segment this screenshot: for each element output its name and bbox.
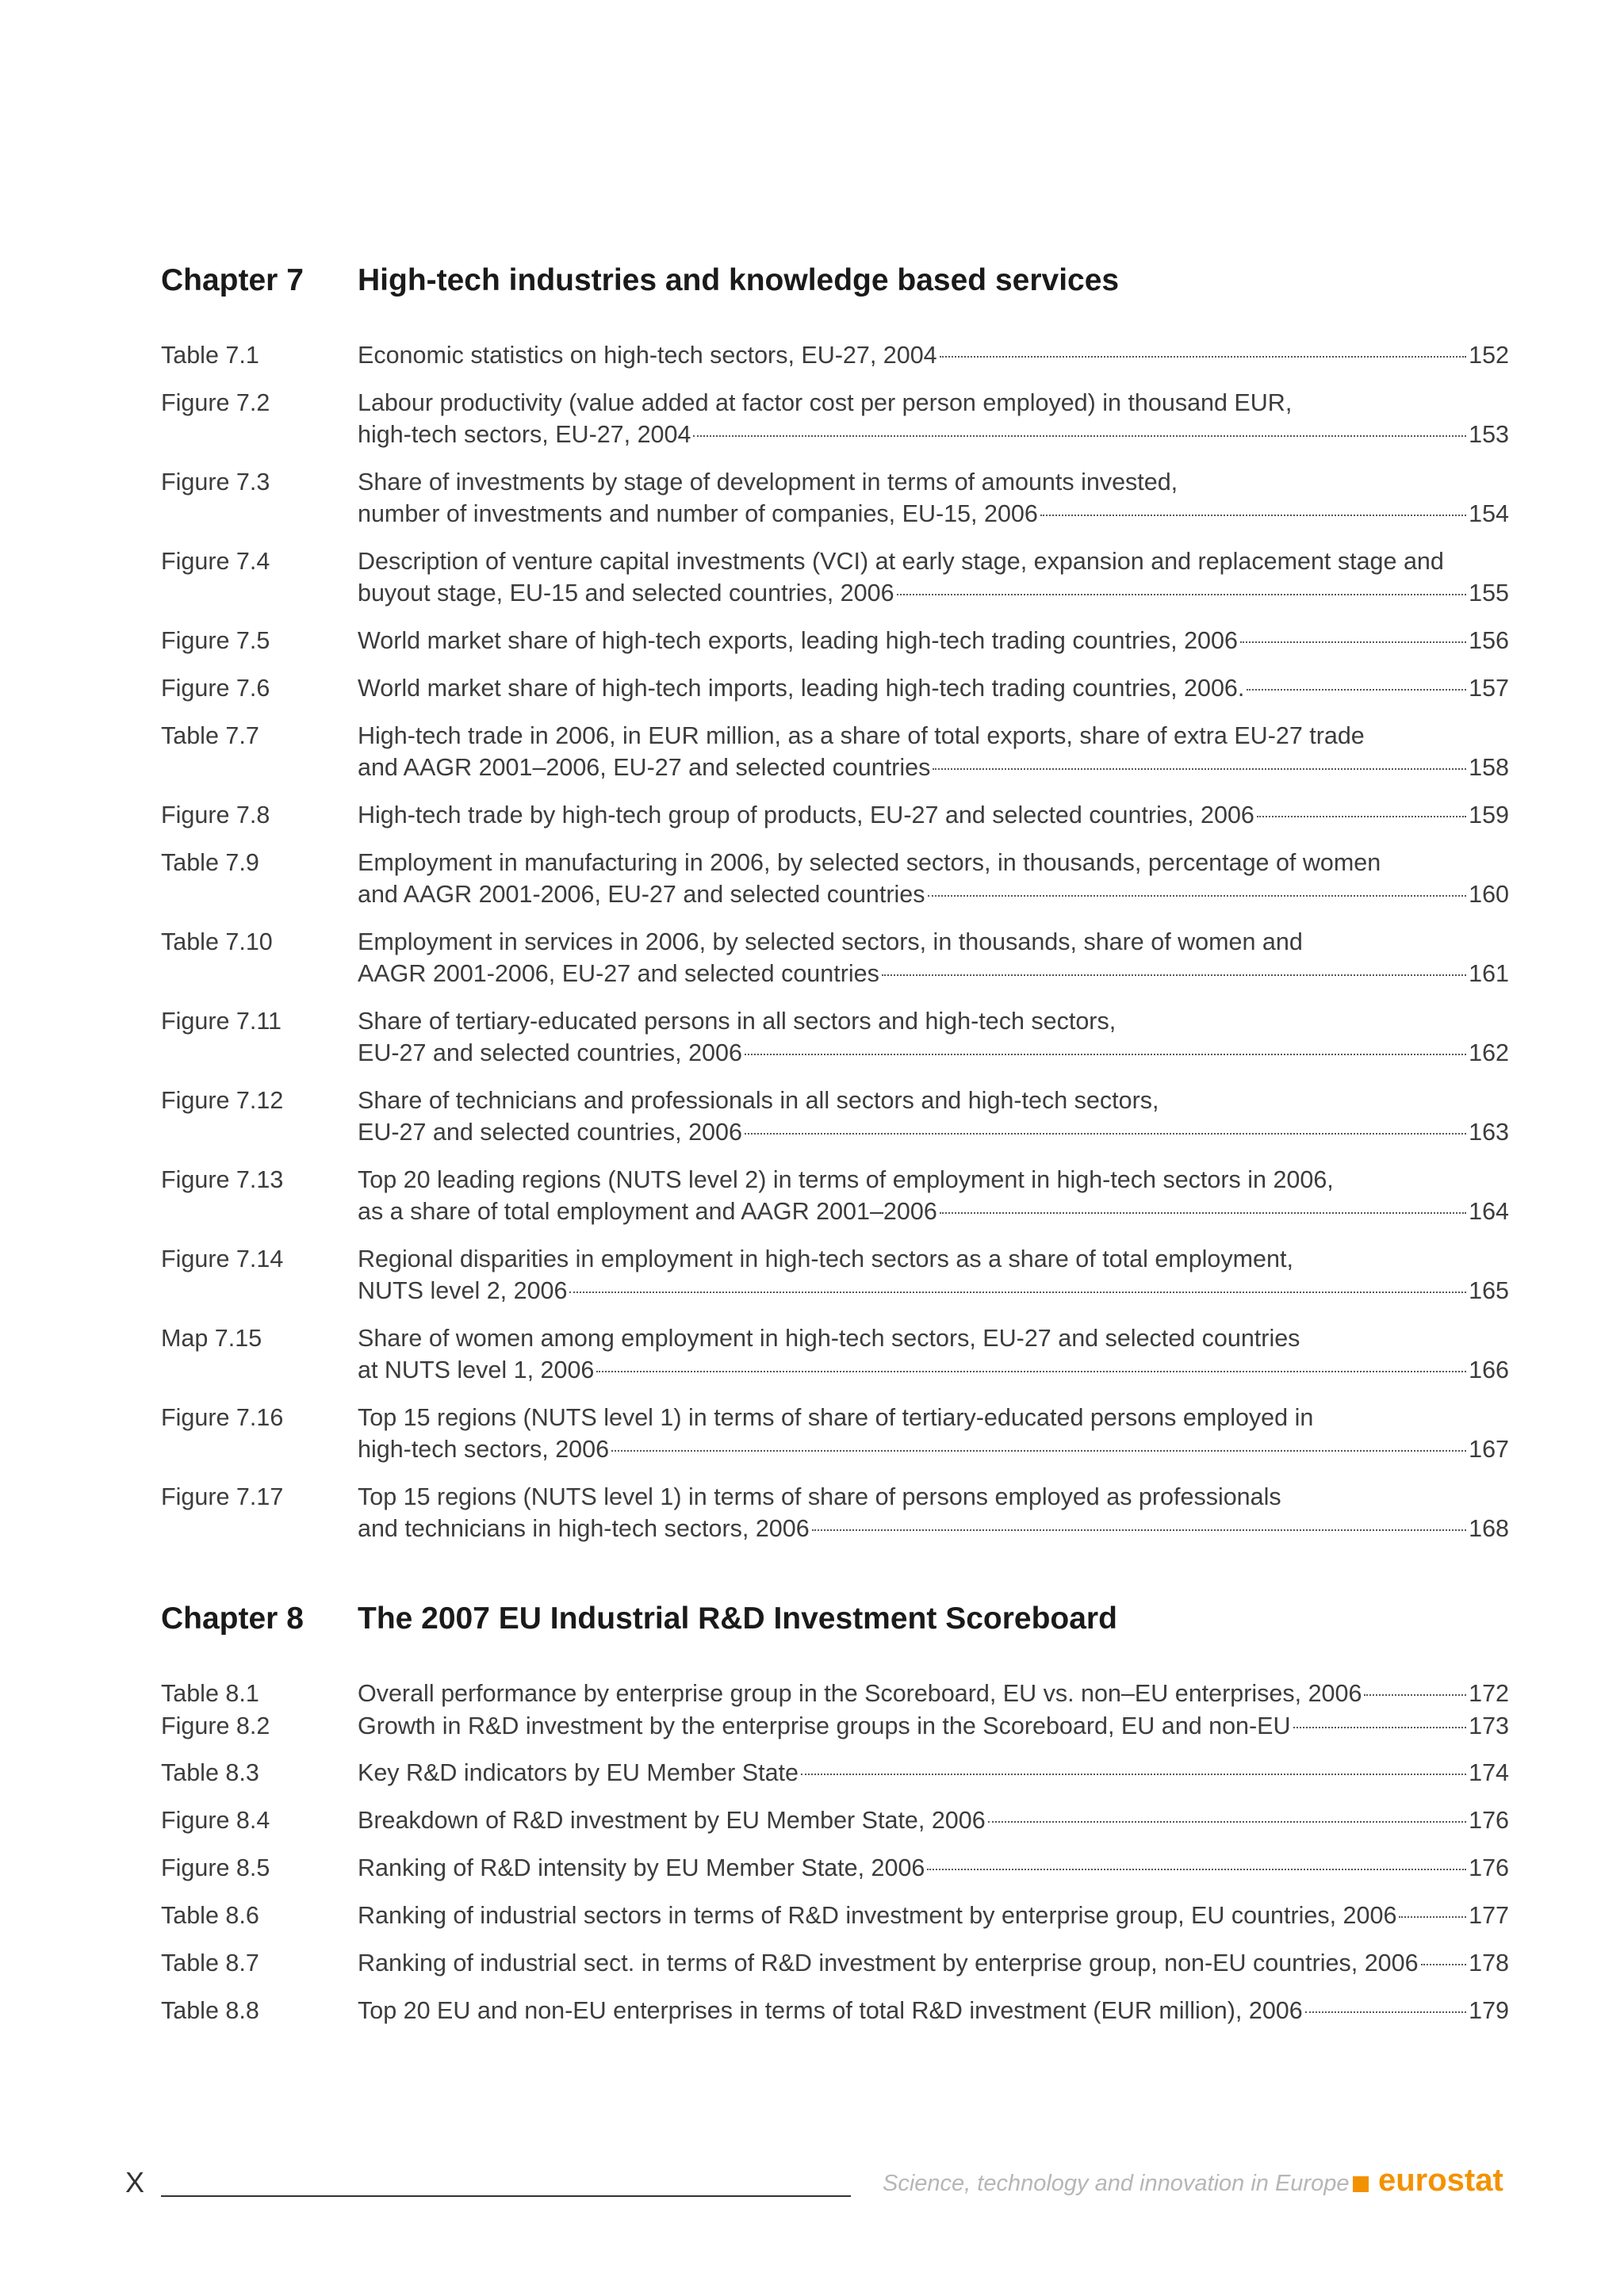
entry-title-line: Employment in manufacturing in 2006, by selected sectors, in thousands, percentage of women xyxy=(358,849,1381,876)
entry-title-line: high-tech sectors, EU-27, 2004 xyxy=(358,421,691,448)
page-ref: 173 xyxy=(1469,1712,1509,1739)
entry-label: Figure 7.17 xyxy=(161,1483,284,1510)
entry-title-line: number of investments and number of companies, EU-15, 2006 xyxy=(358,500,1038,527)
entry-title-line: buyout stage, EU-15 and selected countries, 2006 xyxy=(358,580,894,607)
page-ref: 174 xyxy=(1469,1759,1509,1786)
toc-entry xyxy=(161,1164,1509,1227)
entry-label: Table 8.7 xyxy=(161,1950,259,1976)
chapter-heading xyxy=(161,1601,1509,1649)
entry-title-line: at NUTS level 1, 2006 xyxy=(358,1357,595,1383)
entry-last-line xyxy=(358,752,1509,783)
entry-last-line xyxy=(358,498,1509,530)
dot-leader xyxy=(1240,641,1466,643)
entry-title-line: Share of tertiary-educated persons in all sectors and high-tech sectors, xyxy=(358,1008,1116,1035)
entry-body xyxy=(358,1322,1509,1386)
entry-body xyxy=(358,387,1509,450)
entry-title-line: Description of venture capital investments (VCI) at early stage, expansion and replacement stage and xyxy=(358,548,1444,575)
entry-body xyxy=(358,1804,1509,1836)
entry-body xyxy=(358,1757,1509,1789)
entry-label: Map 7.15 xyxy=(161,1325,262,1352)
entry-title-line: NUTS level 2, 2006 xyxy=(358,1277,568,1304)
entry-last-line xyxy=(358,1275,1509,1307)
dot-leader xyxy=(745,1133,1466,1135)
page-ref: 166 xyxy=(1469,1357,1509,1383)
entry-title-line: High-tech trade in 2006, in EUR million, as a share of total exports, share of extra EU-27 trade xyxy=(358,722,1365,749)
page-ref: 163 xyxy=(1469,1119,1509,1146)
entry-title-line: Share of investments by stage of development in terms of amounts invested, xyxy=(358,469,1178,496)
page-ref: 165 xyxy=(1469,1277,1509,1304)
toc-entry xyxy=(161,1678,1509,1709)
entry-body xyxy=(358,1710,1509,1742)
toc-entry xyxy=(161,466,1509,530)
toc-entry xyxy=(161,1243,1509,1307)
dot-leader xyxy=(569,1292,1466,1293)
page-ref: 178 xyxy=(1469,1950,1509,1976)
entry-title-line: Top 15 regions (NUTS level 1) in terms of share of persons employed as professionals xyxy=(358,1483,1281,1510)
dot-leader xyxy=(928,895,1467,897)
entry-body xyxy=(358,1900,1509,1931)
entry-last-line xyxy=(358,1852,1509,1884)
entry-title-line: AAGR 2001-2006, EU-27 and selected countries xyxy=(358,960,879,987)
entry-title-line: EU-27 and selected countries, 2006 xyxy=(358,1119,742,1146)
entry-title-line: and technicians in high-tech sectors, 2006 xyxy=(358,1515,810,1542)
dot-leader xyxy=(693,435,1466,437)
entry-label: Figure 7.4 xyxy=(161,548,270,575)
toc-entry xyxy=(161,847,1509,910)
entry-title-line: and AAGR 2001-2006, EU-27 and selected countries xyxy=(358,881,925,908)
dot-leader xyxy=(940,356,1466,358)
entry-title-line: World market share of high-tech imports, leading high-tech trading countries, 2006. xyxy=(358,675,1245,702)
entry-body xyxy=(358,926,1509,989)
entry-last-line xyxy=(358,1900,1509,1931)
entry-title-line: Top 20 leading regions (NUTS level 2) in terms of employment in high-tech sectors in 2006, xyxy=(358,1166,1334,1193)
entry-title-line: Labour productivity (value added at factor cost per person employed) in thousand EUR, xyxy=(358,389,1293,416)
page-ref: 168 xyxy=(1469,1515,1509,1542)
entry-last-line xyxy=(358,339,1509,371)
entry-last-line xyxy=(358,1196,1509,1227)
entry-title-line: Economic statistics on high-tech sectors, EU-27, 2004 xyxy=(358,342,937,369)
chapter-title: The 2007 EU Industrial R&D Investment Scoreboard xyxy=(358,1601,1117,1636)
entry-last-line xyxy=(358,1804,1509,1836)
page-ref: 176 xyxy=(1469,1854,1509,1881)
entry-body xyxy=(358,1164,1509,1227)
page-ref: 179 xyxy=(1469,1997,1509,2024)
page-ref: 172 xyxy=(1469,1680,1509,1707)
page-ref: 152 xyxy=(1469,342,1509,369)
dot-leader xyxy=(596,1371,1466,1372)
dot-leader xyxy=(1364,1694,1466,1696)
dot-leader xyxy=(1257,816,1466,817)
toc-entry xyxy=(161,1322,1509,1386)
toc-entry xyxy=(161,1852,1509,1884)
entry-body xyxy=(358,1481,1509,1544)
chapter-7-section xyxy=(161,263,1509,1542)
entry-body xyxy=(358,1678,1509,1709)
page-ref: 161 xyxy=(1469,960,1509,987)
entry-last-line xyxy=(358,1513,1509,1544)
dot-leader xyxy=(927,1869,1466,1870)
entry-last-line xyxy=(358,1757,1509,1789)
entry-label: Table 7.1 xyxy=(161,342,259,369)
toc-entry xyxy=(161,625,1509,656)
entry-label: Table 7.10 xyxy=(161,928,273,955)
entry-title-line: Ranking of R&D intensity by EU Member State, 2006 xyxy=(358,1854,925,1881)
entry-label: Table 8.1 xyxy=(161,1680,259,1707)
page-ref: 159 xyxy=(1469,802,1509,828)
entry-title-line: as a share of total employment and AAGR 2001–2006 xyxy=(358,1198,937,1225)
dot-leader xyxy=(882,974,1466,976)
entry-title-line: Ranking of industrial sectors in terms of R&D investment by enterprise group, EU countries, 2006 xyxy=(358,1902,1397,1929)
entry-body xyxy=(358,1995,1509,2026)
entry-label: Figure 7.6 xyxy=(161,675,270,702)
toc-entry xyxy=(161,1005,1509,1069)
chapter-title: High-tech industries and knowledge based services xyxy=(358,263,1120,297)
entry-title-line: World market share of high-tech exports, leading high-tech trading countries, 2006 xyxy=(358,627,1238,654)
entry-title-line: Share of women among employment in high-tech sectors, EU-27 and selected countries xyxy=(358,1325,1300,1352)
entry-label: Figure 7.3 xyxy=(161,469,270,496)
entry-body xyxy=(358,466,1509,530)
entry-label: Table 8.3 xyxy=(161,1759,259,1786)
entry-label: Table 8.6 xyxy=(161,1902,259,1929)
entry-label: Figure 7.2 xyxy=(161,389,270,416)
page-number: X xyxy=(125,2166,145,2198)
page-ref: 176 xyxy=(1469,1807,1509,1834)
toc-entry xyxy=(161,1947,1509,1979)
entry-last-line xyxy=(358,625,1509,656)
entry-label: Table 7.9 xyxy=(161,849,259,876)
entry-title-line: Regional disparities in employment in high-tech sectors as a share of total employment, xyxy=(358,1246,1293,1272)
entry-last-line xyxy=(358,1433,1509,1465)
entry-label: Figure 7.11 xyxy=(161,1008,282,1035)
entry-label: Figure 8.5 xyxy=(161,1854,270,1881)
entry-label: Figure 7.13 xyxy=(161,1166,284,1193)
dot-leader xyxy=(611,1450,1466,1452)
entry-last-line xyxy=(358,958,1509,989)
page-ref: 177 xyxy=(1469,1902,1509,1929)
toc-entry xyxy=(161,926,1509,989)
page-ref: 167 xyxy=(1469,1436,1509,1463)
entry-title-line: Overall performance by enterprise group in the Scoreboard, EU vs. non–EU enterprises, 2006 xyxy=(358,1680,1362,1707)
dot-leader xyxy=(1293,1727,1467,1728)
entry-last-line xyxy=(358,1037,1509,1069)
toc-entry xyxy=(161,1900,1509,1931)
eurostat-square-icon xyxy=(1353,2176,1369,2192)
entry-label: Figure 7.12 xyxy=(161,1087,284,1114)
entry-last-line xyxy=(358,1710,1509,1742)
dot-leader xyxy=(745,1054,1466,1055)
toc-entry xyxy=(161,545,1509,609)
entry-body xyxy=(358,720,1509,783)
entry-last-line xyxy=(358,1947,1509,1979)
entry-title-line: High-tech trade by high-tech group of products, EU-27 and selected countries, 2006 xyxy=(358,802,1254,828)
entry-body xyxy=(358,1852,1509,1884)
toc-entry xyxy=(161,339,1509,371)
entry-title-line: Growth in R&D investment by the enterprise groups in the Scoreboard, EU and non-EU xyxy=(358,1712,1291,1739)
entry-label: Table 7.7 xyxy=(161,722,259,749)
entry-label: Figure 7.16 xyxy=(161,1404,284,1431)
dot-leader xyxy=(940,1212,1466,1214)
entry-title-line: Breakdown of R&D investment by EU Member State, 2006 xyxy=(358,1807,986,1834)
entry-title-line: EU-27 and selected countries, 2006 xyxy=(358,1039,742,1066)
page-ref: 155 xyxy=(1469,580,1509,607)
entry-body xyxy=(358,1243,1509,1307)
entry-label: Figure 7.8 xyxy=(161,802,270,828)
dot-leader xyxy=(1247,689,1466,691)
chapter-8-section xyxy=(161,1601,1509,2024)
entry-last-line xyxy=(358,1116,1509,1148)
entry-body xyxy=(358,1402,1509,1465)
entry-last-line xyxy=(358,1995,1509,2026)
page-ref: 162 xyxy=(1469,1039,1509,1066)
entry-last-line xyxy=(358,878,1509,910)
entry-title-line: Top 20 EU and non-EU enterprises in terms of total R&D investment (EUR million), 2006 xyxy=(358,1997,1303,2024)
dot-leader xyxy=(812,1529,1466,1531)
publication-title: Science, technology and innovation in Europe xyxy=(883,2171,1350,2196)
entry-body xyxy=(358,847,1509,910)
toc-entry xyxy=(161,387,1509,450)
entry-title-line: Employment in services in 2006, by selected sectors, in thousands, share of women and xyxy=(358,928,1303,955)
entry-title-line: and AAGR 2001–2006, EU-27 and selected countries xyxy=(358,754,931,781)
toc-entry xyxy=(161,1710,1509,1742)
eurostat-logo: eurostat xyxy=(1378,2163,1503,2198)
entry-label: Figure 7.5 xyxy=(161,627,270,654)
toc-entry xyxy=(161,1085,1509,1148)
entry-last-line xyxy=(358,1678,1509,1709)
entry-label: Figure 8.2 xyxy=(161,1712,270,1739)
entry-title-line: Ranking of industrial sect. in terms of R&D investment by enterprise group, non-EU countries, 2006 xyxy=(358,1950,1419,1976)
entry-last-line xyxy=(358,672,1509,704)
entry-body xyxy=(358,545,1509,609)
page-ref: 156 xyxy=(1469,627,1509,654)
toc-entry xyxy=(161,1804,1509,1836)
entry-last-line xyxy=(358,419,1509,450)
page-ref: 153 xyxy=(1469,421,1509,448)
toc-entry xyxy=(161,672,1509,704)
entry-title-line: Key R&D indicators by EU Member State xyxy=(358,1759,799,1786)
entry-label: Figure 8.4 xyxy=(161,1807,270,1834)
dot-leader xyxy=(933,768,1466,770)
dot-leader xyxy=(988,1821,1466,1823)
chapter-number: Chapter 8 xyxy=(161,1601,304,1636)
entry-body xyxy=(358,1947,1509,1979)
dot-leader xyxy=(1399,1916,1466,1918)
page-ref: 164 xyxy=(1469,1198,1509,1225)
chapter-number: Chapter 7 xyxy=(161,263,304,297)
dot-leader xyxy=(801,1774,1466,1775)
entry-title-line: high-tech sectors, 2006 xyxy=(358,1436,610,1463)
toc-entry xyxy=(161,1481,1509,1544)
entry-last-line xyxy=(358,799,1509,831)
toc-entry xyxy=(161,720,1509,783)
page-ref: 158 xyxy=(1469,754,1509,781)
footer-rule xyxy=(161,2195,851,2197)
entry-title-line: Top 15 regions (NUTS level 1) in terms of share of tertiary-educated persons employed in xyxy=(358,1404,1314,1431)
entry-last-line xyxy=(358,577,1509,609)
entry-body xyxy=(358,1005,1509,1069)
dot-leader xyxy=(1040,515,1466,516)
toc-entry xyxy=(161,799,1509,831)
entry-label: Table 8.8 xyxy=(161,1997,259,2024)
entry-body xyxy=(358,672,1509,704)
toc-entry xyxy=(161,1995,1509,2026)
entry-body xyxy=(358,799,1509,831)
entry-last-line xyxy=(358,1354,1509,1386)
chapter-heading xyxy=(161,263,1509,311)
dot-leader xyxy=(1421,1964,1467,1965)
entry-body xyxy=(358,339,1509,371)
entry-label: Figure 7.14 xyxy=(161,1246,284,1272)
toc-entry xyxy=(161,1757,1509,1789)
dot-leader xyxy=(897,594,1467,595)
entry-body xyxy=(358,1085,1509,1148)
dot-leader xyxy=(1305,2011,1466,2013)
page-ref: 154 xyxy=(1469,500,1509,527)
toc-entry xyxy=(161,1402,1509,1465)
page-ref: 157 xyxy=(1469,675,1509,702)
page-ref: 160 xyxy=(1469,881,1509,908)
entry-body xyxy=(358,625,1509,656)
entry-title-line: Share of technicians and professionals in all sectors and high-tech sectors, xyxy=(358,1087,1159,1114)
